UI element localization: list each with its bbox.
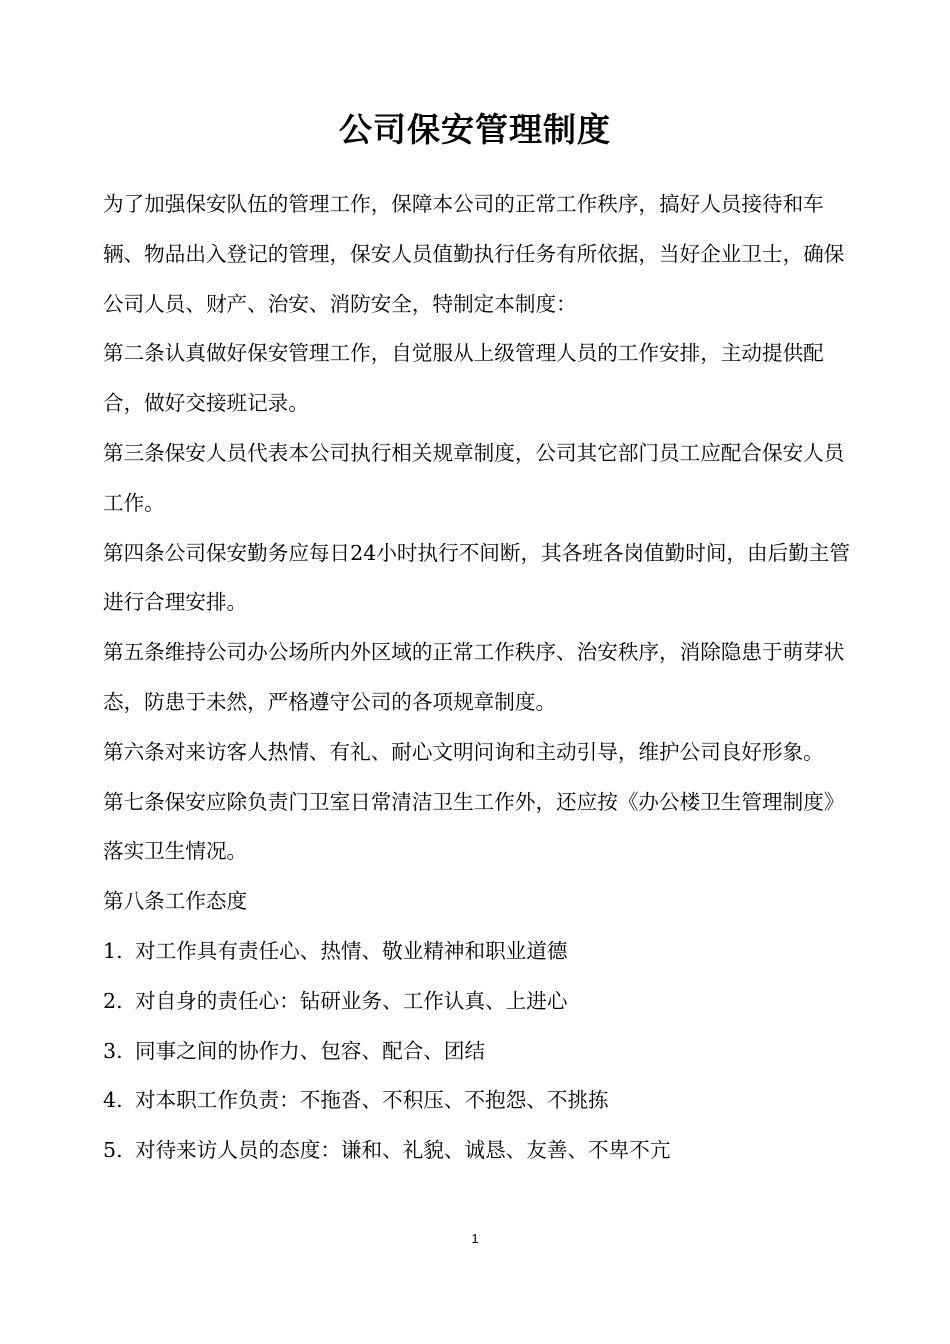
paragraph-article-8: 第八条工作态度 [103, 889, 248, 914]
list-item-text: 对工作具有责任心、热情、敬业精神和职业道德 [135, 938, 568, 963]
paragraph-article-7: 第七条保安应除负责门卫室日常清洁卫生工作外，还应按《办公楼卫生管理制度》落实卫生情况。 [103, 789, 845, 864]
list-item-number: 5. [103, 1138, 123, 1163]
list-item [103, 1076, 851, 1126]
list-item-text: 对自身的责任心：钻研业务、工作认真、上进心 [135, 988, 568, 1013]
list-item [103, 927, 851, 977]
paragraph-intro: 为了加强保安队伍的管理工作，保障本公司的正常工作秩序，搞好人员接待和车辆、物品出入登记的管理，保安人员值勤执行任务有所依据，当好企业卫士，确保公司人员、财产、治安、消防安全，特制定本制度： [103, 192, 845, 316]
page-number: 1 [471, 1231, 479, 1246]
paragraph-article-5: 第五条维持公司办公场所内外区域的正常工作秩序、治安秩序，消除隐患于萌芽状态，防患于未然，严格遵守公司的各项规章制度。 [103, 640, 845, 714]
list-item-text: 同事之间的协作力、包容、配合、团结 [135, 1038, 486, 1063]
paragraph-article-4: 第四条公司保安勤务应每日24小时执行不间断，其各班各岗值勤时间，由后勤主管进行合理安排。 [103, 540, 850, 615]
document-title: 公司保安管理制度 [339, 110, 611, 149]
list-item-number: 4. [103, 1088, 123, 1113]
paragraph-article-6: 第六条对来访客人热情、有礼、耐心文明问询和主动引导，维护公司良好形象。 [103, 739, 824, 764]
list-item [103, 977, 851, 1027]
list-item-number: 2. [103, 988, 123, 1013]
paragraph-article-3: 第三条保安人员代表本公司执行相关规章制度，公司其它部门员工应配合保安人员工作。 [103, 440, 845, 515]
list-item-number: 3. [103, 1038, 123, 1063]
list-item-text: 对待来访人员的态度：谦和、礼貌、诚恳、友善、不卑不亢 [135, 1138, 671, 1163]
paragraph-article-2: 第二条认真做好保安管理工作，自觉服从上级管理人员的工作安排，主动提供配合，做好交接班记录。 [103, 341, 824, 416]
list-item [103, 1027, 851, 1077]
list-item-text: 对本职工作负责：不拖沓、不积压、不抱怨、不挑拣 [135, 1088, 609, 1113]
document-body [103, 180, 851, 1176]
list-item-number: 1. [103, 938, 123, 963]
list-item [103, 1126, 851, 1176]
